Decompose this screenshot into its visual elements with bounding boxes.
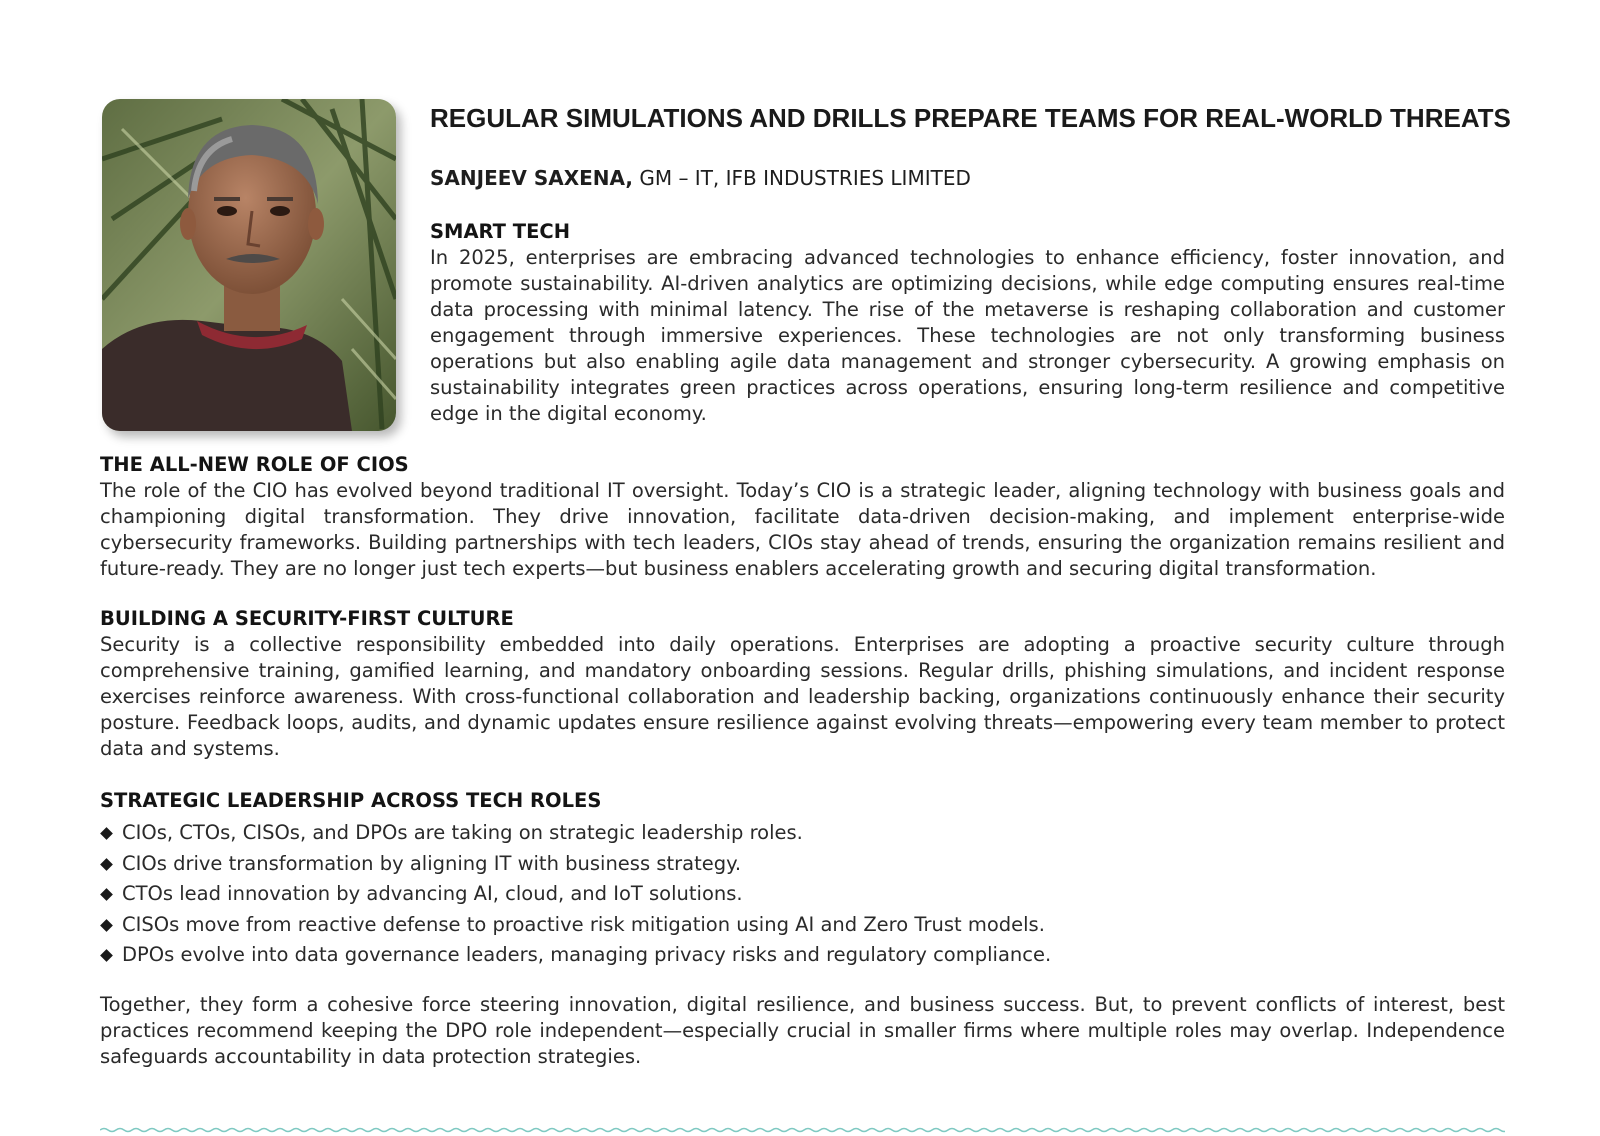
author-photo bbox=[102, 99, 396, 431]
article-title: REGULAR SIMULATIONS AND DRILLS PREPARE TEAMS FOR REAL-WORLD THREATS bbox=[430, 103, 1511, 133]
byline bbox=[430, 164, 1505, 192]
list-item bbox=[100, 849, 1505, 880]
list-item bbox=[100, 910, 1505, 941]
diamond-bullet-icon bbox=[100, 888, 113, 901]
decorative-wave-divider bbox=[100, 1126, 1505, 1134]
list-item-text: CIOs drive transformation by aligning IT with business strategy. bbox=[122, 851, 742, 875]
section-body: In 2025, enterprises are embracing advanced technologies to enhance efficiency, foster innovation, and promote sustainability. AI-driven analytics are optimizing decisions, while edge computing ensures real-time data processing with minimal latency. The rise of the metaverse is reshaping collaboration and customer engagement through immersive experiences. These technologies are not only transforming business operations but also enabling agile data management and stronger cybersecurity. A growing emphasis on sustainability integrates green practices across operations, ensuring long-term resilience and competitive edge in the digital economy. bbox=[430, 246, 1505, 425]
bullet-list bbox=[100, 818, 1505, 971]
section-body: The role of the CIO has evolved beyond traditional IT oversight. Today’s CIO is a strategic leader, aligning technology with business goals and championing digital transformation. They drive innovation, facilitate data-driven decision-making, and implement enterprise-wide cybersecurity frameworks. Building partnerships with tech leaders, CIOs stay ahead of trends, ensuring the organization remains resilient and future-ready. They are no longer just tech experts—but business enablers accelerating growth and securing digital transformation. bbox=[100, 479, 1505, 580]
section-body: Security is a collective responsibility embedded into daily operations. Enterprises are adopting a proactive security culture through comprehensive training, gamified learning, and mandatory onboarding sessions. Regular drills, phishing simulations, and incident response exercises reinforce awareness. With cross-functional collaboration and leadership backing, organizations continuously enhance their security posture. Feedback loops, audits, and dynamic updates ensure resilience against evolving threats—empowering every team member to protect data and systems. bbox=[100, 633, 1505, 760]
list-item bbox=[100, 818, 1505, 849]
list-item-text: CISOs move from reactive defense to proactive risk mitigation using AI and Zero Trust models. bbox=[122, 912, 1045, 936]
list-item-text: CIOs, CTOs, CISOs, and DPOs are taking on strategic leadership roles. bbox=[122, 821, 803, 844]
list-item bbox=[100, 879, 1505, 910]
author-role: GM – IT, IFB INDUSTRIES LIMITED bbox=[632, 166, 971, 190]
section-security-culture bbox=[100, 606, 1505, 762]
diamond-bullet-icon bbox=[100, 827, 113, 840]
list-item-text: DPOs evolve into data governance leaders, managing privacy risks and regulatory compliance. bbox=[122, 943, 1052, 966]
diamond-bullet-icon bbox=[100, 919, 113, 932]
list-item-text: CTOs lead innovation by advancing AI, cloud, and IoT solutions. bbox=[122, 882, 743, 905]
section-leadership bbox=[100, 788, 1505, 971]
closing-paragraph: Together, they form a cohesive force steering innovation, digital resilience, and business success. But, to prevent conflicts of interest, best practices recommend keeping the DPO role independent—especially crucial in smaller firms where multiple roles may overlap. Independence safeguards accountability in data protection strategies. bbox=[100, 993, 1505, 1068]
diamond-bullet-icon bbox=[100, 858, 113, 871]
diamond-bullet-icon bbox=[100, 949, 113, 962]
section-cio-role bbox=[100, 452, 1505, 582]
author-portrait bbox=[102, 99, 396, 431]
section-smart-tech bbox=[430, 219, 1505, 427]
author-name: SANJEEV SAXENA, bbox=[430, 166, 633, 190]
section-heading: THE ALL-NEW ROLE OF CIOS bbox=[100, 453, 409, 476]
section-heading: BUILDING A SECURITY-FIRST CULTURE bbox=[100, 607, 514, 630]
list-item bbox=[100, 940, 1505, 971]
section-heading: SMART TECH bbox=[430, 220, 571, 243]
section-heading: STRATEGIC LEADERSHIP ACROSS TECH ROLES bbox=[100, 789, 602, 812]
